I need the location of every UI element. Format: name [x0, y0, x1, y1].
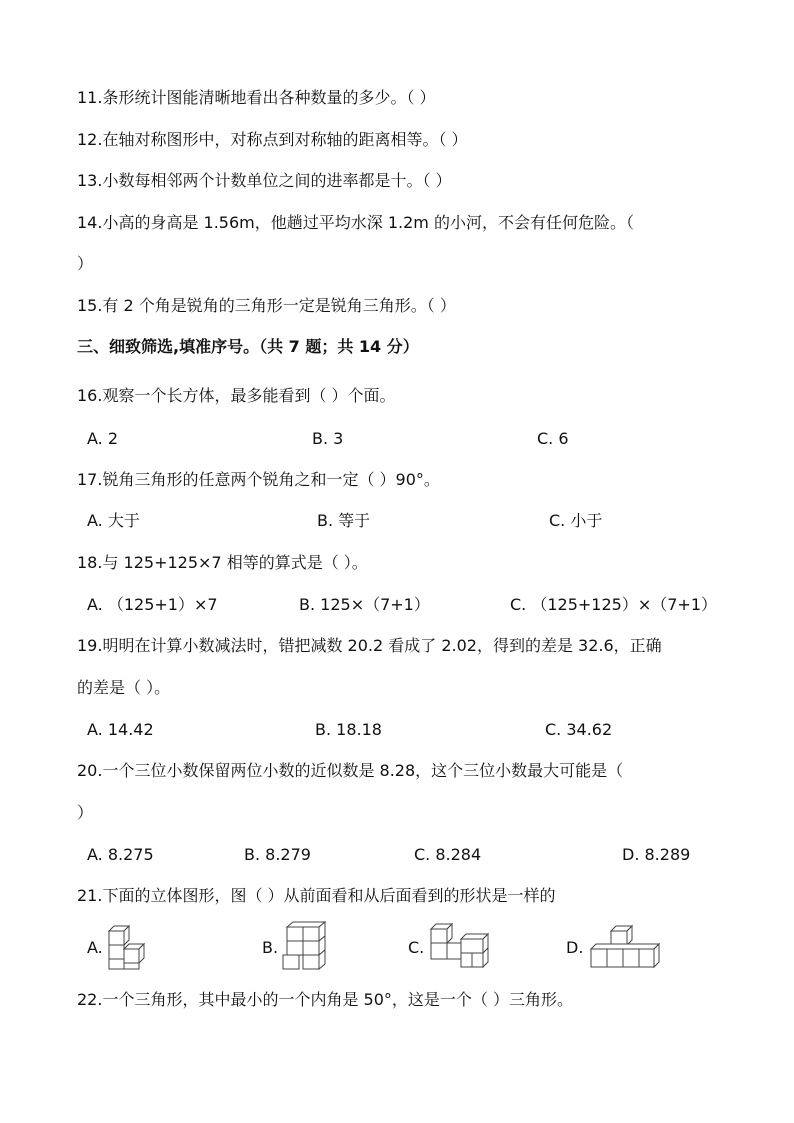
question-16: 16.观察一个长方体，最多能看到（ ）个面。: [77, 386, 396, 405]
q18-option-b: B. 125×（7+1）: [299, 595, 430, 614]
q17-option-a: A. 大于: [87, 511, 140, 530]
cube-stack-c-icon: [425, 921, 493, 971]
question-20-line1: 20.一个三位小数保留两位小数的近似数是 8.28，这个三位小数最大可能是（: [77, 761, 624, 780]
question-17: 17.锐角三角形的任意两个锐角之和一定（ ）90°。: [77, 470, 440, 489]
q16-option-b: B. 3: [312, 429, 344, 448]
q21-option-b: B.: [262, 938, 279, 957]
q20-option-a: A. 8.275: [87, 845, 154, 864]
question-13: 13.小数每相邻两个计数单位之间的进率都是十。（ ）: [77, 171, 452, 190]
q20-option-d: D. 8.289: [622, 845, 691, 864]
cube-stack-d-icon: [587, 921, 663, 971]
cube-stack-b-icon: [279, 921, 331, 973]
question-19-line1: 19.明明在计算小数减法时，错把减数 20.2 看成了 2.02，得到的差是 32.6，正确: [77, 636, 662, 655]
q21-option-d: D.: [566, 938, 584, 957]
question-11: 11.条形统计图能清晰地看出各种数量的多少。（ ）: [77, 88, 436, 107]
question-12: 12.在轴对称图形中，对称点到对称轴的距离相等。（ ）: [77, 130, 468, 149]
q17-option-c: C. 小于: [549, 511, 603, 530]
section-3-title: 三、细致筛选,填准序号。（共 7 题；共 14 分）: [77, 337, 419, 356]
cube-stack-a-icon: [104, 921, 154, 973]
question-14-line2: ）: [77, 254, 94, 273]
question-19-line2: 的差是（ ）。: [77, 678, 171, 697]
question-20-line2: ）: [77, 803, 94, 822]
q17-option-b: B. 等于: [317, 511, 371, 530]
q21-option-a: A.: [87, 938, 103, 957]
question-21: 21.下面的立体图形，图（ ）从前面看和从后面看到的形状是一样的: [77, 886, 556, 905]
q19-option-a: A. 14.42: [87, 720, 154, 739]
question-18: 18.与 125+125×7 相等的算式是（ ）。: [77, 553, 368, 572]
q20-option-b: B. 8.279: [244, 845, 311, 864]
q16-option-c: C. 6: [537, 429, 569, 448]
question-15: 15.有 2 个角是锐角的三角形一定是锐角三角形。（ ）: [77, 296, 456, 315]
q20-option-c: C. 8.284: [414, 845, 482, 864]
q19-option-c: C. 34.62: [545, 720, 613, 739]
q19-option-b: B. 18.18: [315, 720, 382, 739]
q21-option-c: C.: [408, 938, 425, 957]
q18-option-c: C. （125+125）×（7+1）: [510, 595, 718, 614]
q16-option-a: A. 2: [87, 429, 119, 448]
question-14-line1: 14.小高的身高是 1.56m，他趟过平均水深 1.2m 的小河，不会有任何危险。（: [77, 213, 634, 232]
q18-option-a: A. （125+1）×7: [87, 595, 218, 614]
question-22: 22.一个三角形，其中最小的一个内角是 50°，这是一个（ ）三角形。: [77, 990, 573, 1009]
